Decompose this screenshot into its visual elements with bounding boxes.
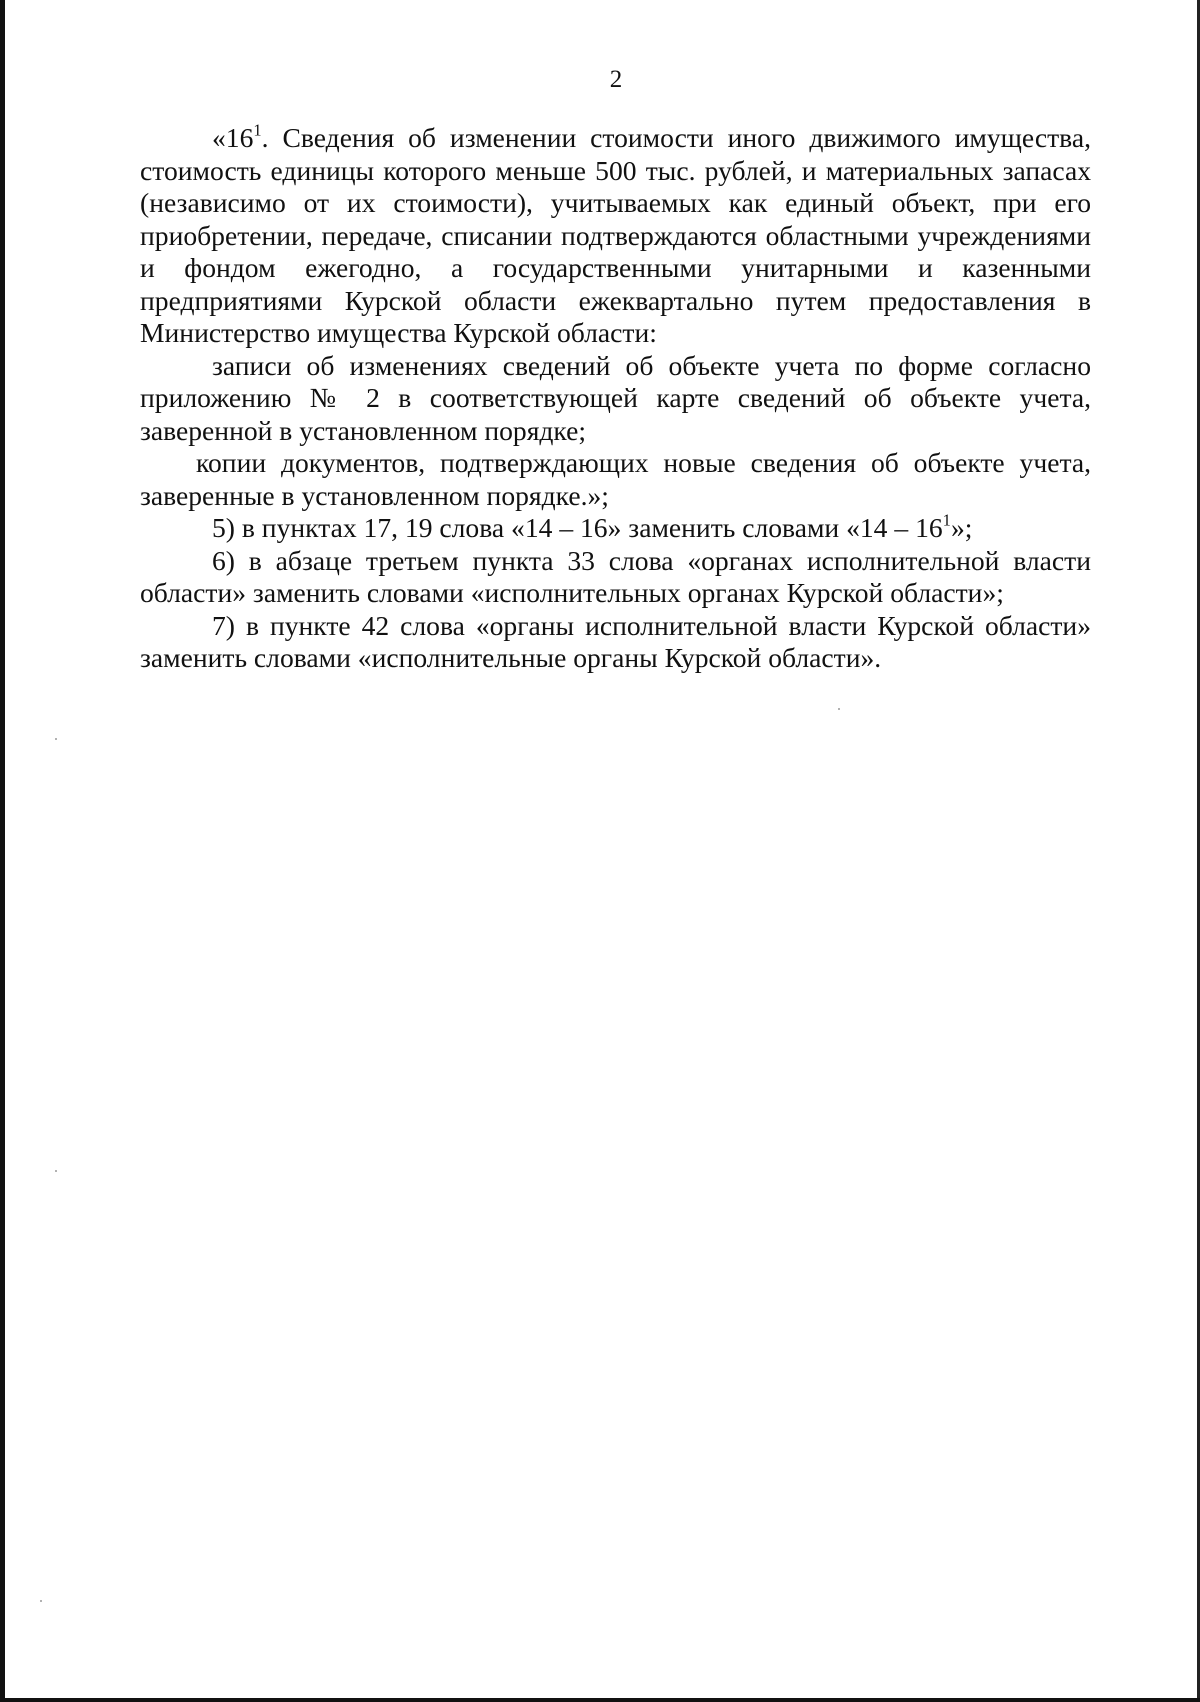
- scan-edge-bottom: [0, 1698, 1200, 1702]
- paragraph-text: »;: [950, 512, 973, 543]
- paragraph-item-7: 7) в пункте 42 слова «органы исполнительной власти Курской области» заменить словами «исполнительные органы Курской области».: [140, 609, 1091, 673]
- paragraph-item-6: 6) в абзаце третьем пункта 33 слова «органах исполнительной власти области» заменить словами «исполнительных органах Курской области»;: [140, 544, 1091, 608]
- paragraph-text: 5) в пунктах 17, 19 слова «14 – 16» заменить словами «14 – 16: [212, 512, 943, 543]
- paragraph-16-1: [140, 122, 1091, 350]
- page-number: 2: [609, 66, 623, 93]
- scan-speck: [838, 708, 840, 710]
- document-body: [140, 122, 1091, 675]
- scan-speck: [55, 738, 57, 740]
- paragraph-item-5: [140, 512, 1091, 545]
- paragraph-records: записи об изменениях сведений об объекте учета по форме согласно приложению № 2 в соответствующей карте сведений об объекте учета, заверенной в установленном порядке;: [140, 349, 1091, 446]
- paragraph-text: . Сведения об изменении стоимости иного движимого имущества, стоимость единицы которого меньше 500 тыс. рублей, и материальных запасах (независимо от их стоимости), учитываемых как единый объект, при его приобретении, передаче, списании подтверждаются областными учреждениями и фондом ежегодно, а государственными унитарными и казенными предприятиями Курской области ежеквартально путем предоставления в Министерство имущества Курской области:: [140, 122, 1091, 348]
- superscript: 1: [942, 510, 951, 530]
- paragraph-text: «16: [212, 122, 254, 153]
- scan-speck: [55, 1170, 57, 1172]
- scan-speck: [40, 1600, 42, 1602]
- paragraph-copies: копии документов, подтверждающих новые сведения об объекте учета, заверенные в установленном порядке.»;: [140, 447, 1091, 511]
- scan-edge-left: [0, 0, 5, 1702]
- superscript: 1: [253, 120, 262, 140]
